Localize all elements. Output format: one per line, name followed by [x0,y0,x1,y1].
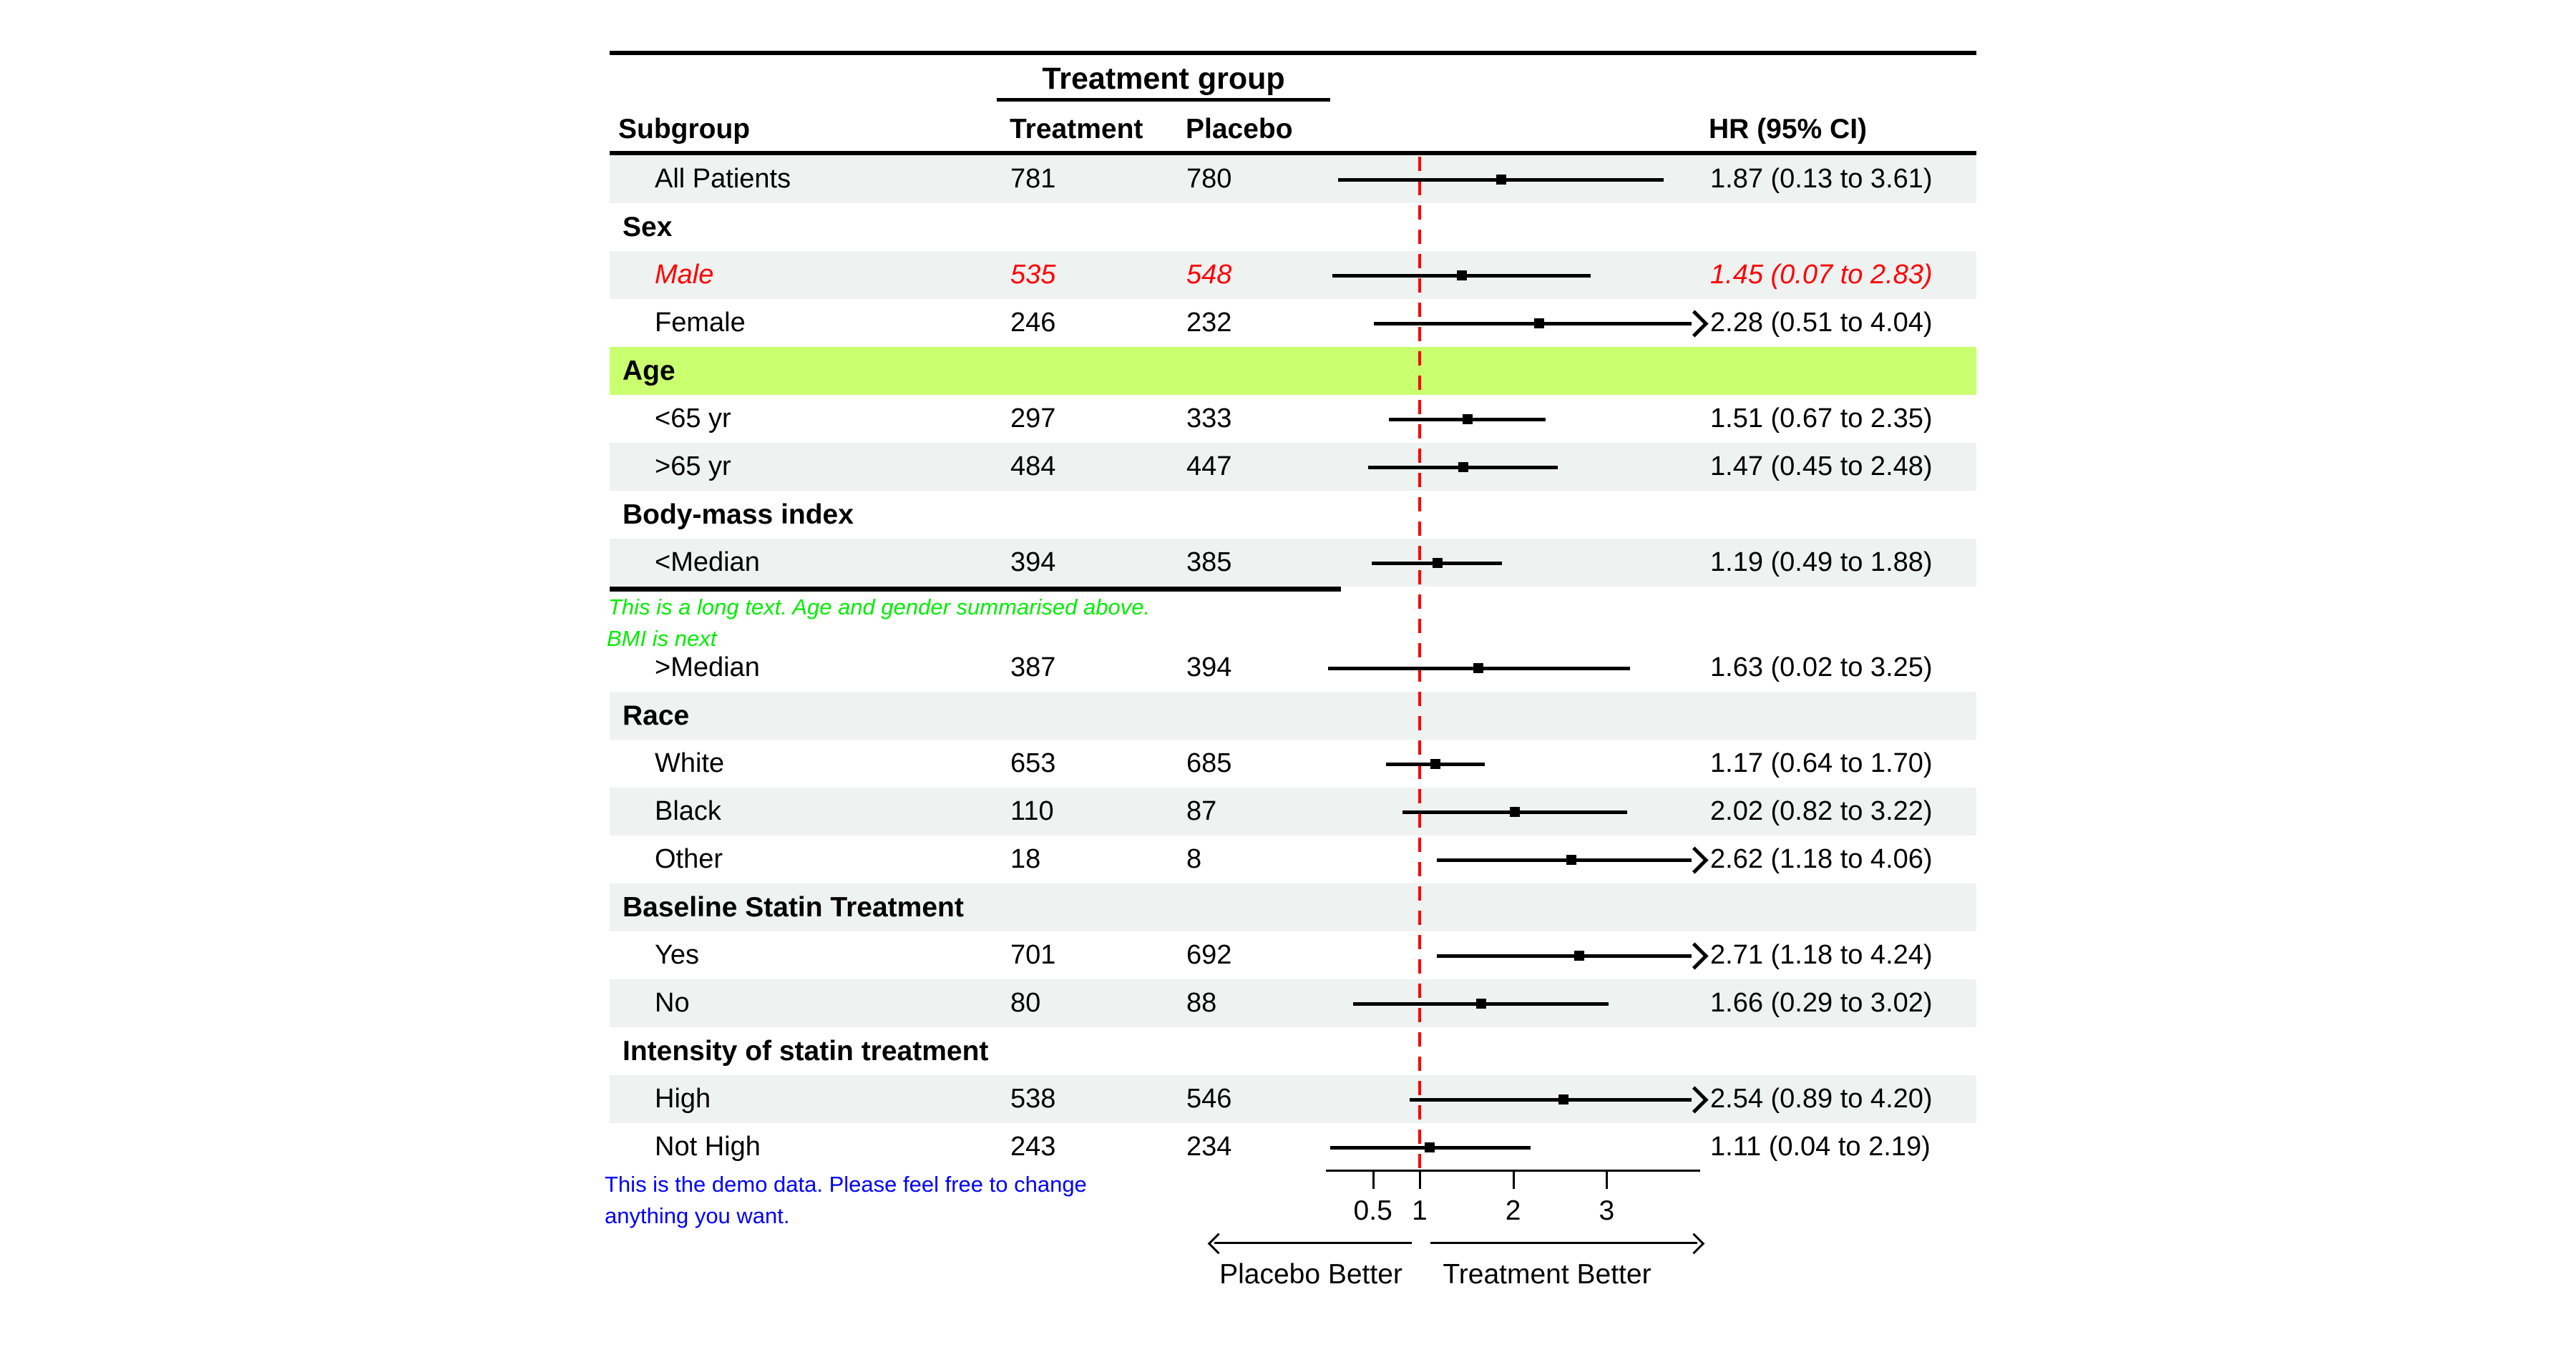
table-row [610,979,1976,1027]
left-arrow-icon [1208,1233,1229,1255]
left-direction-arrow-line [1214,1242,1412,1244]
spanner-underline [997,98,1330,102]
treatment-n-value: 80 [1010,988,1041,1018]
right-arrow-icon [1684,1233,1705,1255]
axis-tick-label: 0.5 [1353,1195,1392,1226]
section-header-row [610,1027,1976,1075]
table-row [610,155,1976,203]
subgroup-label: Black [655,796,721,826]
hr-ci-text: 1.17 (0.64 to 1.70) [1710,748,1933,778]
placebo-n-value: 546 [1186,1084,1232,1114]
treatment-n-value: 243 [1010,1132,1056,1162]
treatment-n-value: 538 [1010,1084,1056,1114]
hr-ci-text: 2.54 (0.89 to 4.20) [1710,1084,1933,1114]
hr-ci-text: 2.28 (0.51 to 4.04) [1710,308,1933,338]
table-row [610,251,1976,299]
subgroup-label: <Median [655,547,760,577]
subgroup-label: No [655,988,690,1018]
placebo-n-value: 692 [1186,940,1232,970]
confidence-interval-line [1437,954,1692,958]
placebo-n-value: 234 [1186,1132,1232,1162]
placebo-n-value: 548 [1186,260,1232,290]
subgroup-label: Race [623,700,690,731]
point-estimate-marker [1473,663,1483,673]
table-row [610,443,1976,491]
treatment-n-value: 781 [1010,164,1056,194]
confidence-interval-line [1410,1098,1692,1102]
subgroup-label: Other [655,844,723,874]
axis-tick [1513,1172,1515,1189]
confidence-interval-line [1374,322,1692,325]
placebo-n-value: 394 [1186,652,1232,682]
placebo-n-value: 232 [1186,308,1232,338]
point-estimate-marker [1425,1142,1435,1152]
treatment-n-value: 246 [1010,308,1056,338]
hr-ci-text: 2.02 (0.82 to 3.22) [1710,796,1933,826]
hr-ci-text: 1.19 (0.49 to 1.88) [1710,547,1933,577]
placebo-n-value: 88 [1186,988,1217,1018]
treatment-n-value: 18 [1010,844,1041,874]
point-estimate-marker [1433,558,1443,568]
point-estimate-marker [1463,414,1473,424]
subgroup-label: High [655,1084,711,1114]
section-header-row [610,203,1976,251]
subgroup-label: Female [655,308,746,338]
section-header-row [610,491,1976,539]
table-row [610,1123,1976,1171]
section-separator-line [610,587,1341,592]
axis-tick [1372,1172,1375,1189]
hr-ci-text: 1.47 (0.45 to 2.48) [1710,451,1933,481]
table-row [610,740,1976,788]
treatment-n-value: 653 [1010,748,1056,778]
column-header-treatment: Treatment [1010,114,1143,144]
subgroup-label: >Median [655,652,760,682]
treatment-n-value: 484 [1010,451,1056,481]
subgroup-label: Male [655,260,714,290]
subgroup-label: <65 yr [655,403,731,433]
section-header-row [610,692,1976,740]
placebo-n-value: 385 [1186,547,1232,577]
subgroup-label: Not High [655,1132,761,1162]
treatment-n-value: 110 [1010,796,1054,826]
hr-ci-text: 1.45 (0.07 to 2.83) [1710,260,1933,290]
subgroup-label: Intensity of statin treatment [623,1036,989,1067]
placebo-n-value: 333 [1186,403,1232,433]
subgroup-label: All Patients [655,164,791,194]
table-row [610,299,1976,347]
spanner-title: Treatment group [1042,62,1285,96]
table-row [610,395,1976,443]
placebo-n-value: 447 [1186,451,1232,481]
axis-tick [1606,1172,1608,1189]
placebo-n-value: 8 [1186,844,1202,874]
treatment-n-value: 394 [1010,547,1056,577]
axis-tick [1419,1172,1421,1189]
confidence-interval-line [1437,858,1692,862]
subgroup-label: Yes [655,940,699,970]
right-direction-label: Treatment Better [1443,1259,1652,1290]
subgroup-label: Body-mass index [623,499,854,530]
table-row [610,931,1976,979]
table-row [610,836,1976,883]
point-estimate-marker [1566,855,1576,865]
point-estimate-marker [1457,270,1467,280]
point-estimate-marker [1430,759,1440,769]
table-row [610,539,1976,587]
subgroup-label: Age [623,356,675,386]
reference-line [1418,157,1421,1171]
axis-tick-label: 2 [1505,1195,1521,1226]
column-header-placebo: Placebo [1186,114,1293,144]
hr-ci-text: 2.62 (1.18 to 4.06) [1710,844,1933,874]
table-top-border [610,51,1976,55]
section-header-row [610,883,1976,931]
subgroup-label: White [655,748,725,778]
inserted-note-line1: This is a long text. Age and gender summarised above. [608,594,1151,619]
axis-tick-label: 3 [1599,1195,1615,1226]
right-direction-arrow-line [1430,1242,1697,1244]
hr-ci-text: 1.11 (0.04 to 2.19) [1710,1132,1931,1162]
subgroup-label: Baseline Statin Treatment [623,892,964,923]
inserted-note-line2: BMI is next [607,626,717,651]
left-direction-label: Placebo Better [1219,1259,1402,1290]
placebo-n-value: 87 [1186,796,1217,826]
hr-ci-text: 1.63 (0.02 to 3.25) [1710,652,1933,682]
axis-tick-label: 1 [1412,1195,1428,1226]
hr-ci-text: 1.66 (0.29 to 3.02) [1710,988,1933,1018]
treatment-n-value: 387 [1010,652,1056,682]
table-row [610,644,1976,692]
footer-note-line1: This is the demo data. Please feel free to change [605,1172,1087,1197]
point-estimate-marker [1496,175,1506,185]
section-header-row [610,347,1976,395]
subgroup-label: >65 yr [655,451,731,481]
column-header-subgroup: Subgroup [618,114,751,144]
point-estimate-marker [1534,318,1544,328]
hr-ci-text: 2.71 (1.18 to 4.24) [1710,940,1933,970]
point-estimate-marker [1510,807,1520,817]
point-estimate-marker [1458,462,1468,472]
treatment-n-value: 297 [1010,403,1056,433]
treatment-n-value: 535 [1010,260,1056,290]
table-row [610,1075,1976,1123]
hr-ci-text: 1.51 (0.67 to 2.35) [1710,403,1933,433]
placebo-n-value: 780 [1186,164,1232,194]
treatment-n-value: 701 [1010,940,1056,970]
placebo-n-value: 685 [1186,748,1232,778]
subgroup-label: Sex [623,212,673,243]
table-row [610,788,1976,836]
footer-note-line2: anything you want. [605,1203,790,1228]
point-estimate-marker [1558,1094,1568,1104]
point-estimate-marker [1476,999,1486,1009]
point-estimate-marker [1574,951,1584,961]
column-header-hr: HR (95% CI) [1709,114,1868,144]
hr-ci-text: 1.87 (0.13 to 3.61) [1710,164,1933,194]
